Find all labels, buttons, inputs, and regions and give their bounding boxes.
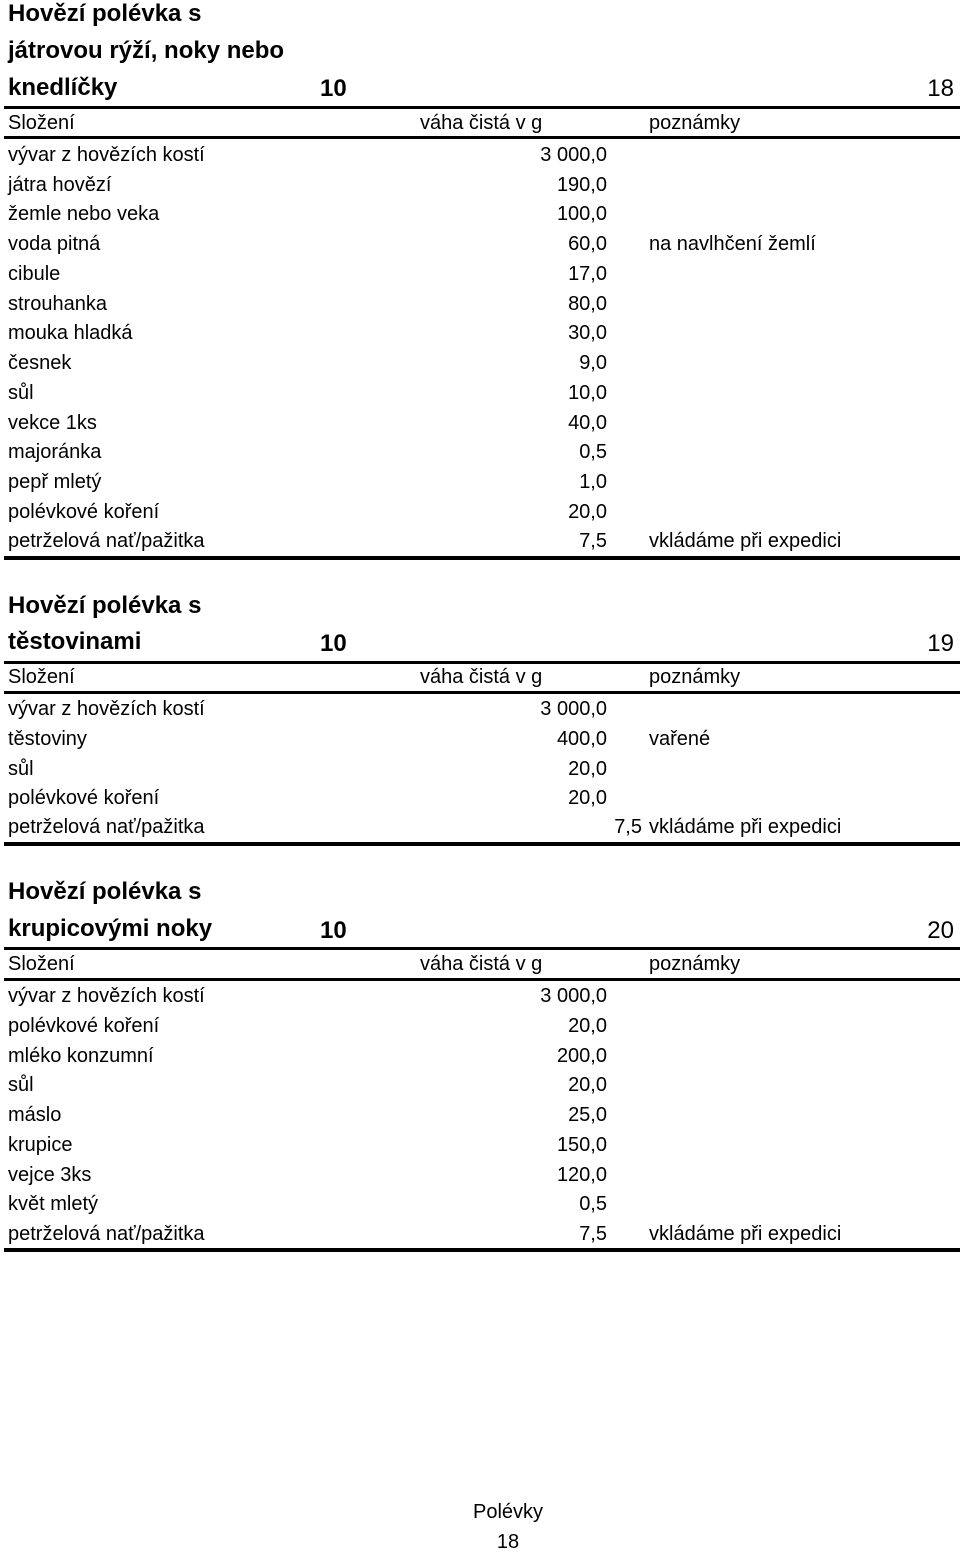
recipe-title-line: krupicovými noky — [8, 915, 213, 942]
ingredient-weight: 20,0 — [568, 1074, 607, 1096]
ingredient-name: sůl — [8, 758, 34, 780]
ingredient-row — [0, 694, 960, 724]
ingredient-row — [0, 812, 960, 842]
header-slozeni: Složení — [8, 953, 75, 975]
column-header-row — [0, 108, 960, 138]
recipe-number: 18 — [927, 75, 954, 102]
ingredient-name: vejce 3ks — [8, 1164, 92, 1186]
ingredient-weight: 7,5 — [579, 530, 607, 552]
ingredient-weight: 17,0 — [568, 263, 607, 285]
ingredient-row — [0, 318, 960, 348]
recipe-title-line: játrovou rýží, noky nebo — [8, 37, 285, 64]
ingredient-row — [0, 408, 960, 438]
recipe-title-line: těstovinami — [8, 628, 142, 655]
page-number: 18 — [496, 1531, 520, 1553]
ingredient-name: mléko konzumní — [8, 1045, 154, 1067]
ingredient-row — [0, 229, 960, 259]
recipe-title-line: Hovězí polévka s — [8, 878, 202, 905]
ingredient-name: sůl — [8, 382, 34, 404]
header-poznamky: poznámky — [649, 112, 741, 134]
ingredient-row — [0, 497, 960, 527]
header-poznamky: poznámky — [649, 953, 741, 975]
ingredient-row — [0, 1070, 960, 1100]
ingredient-name: květ mletý — [8, 1193, 99, 1215]
ingredient-row — [0, 981, 960, 1011]
recipe-title-line: knedlíčky — [8, 74, 118, 101]
ingredient-weight: 120,0 — [556, 1164, 607, 1186]
ingredient-weight: 200,0 — [556, 1045, 607, 1067]
ingredient-name: pepř mletý — [8, 471, 102, 493]
ingredient-name: krupice — [8, 1134, 73, 1156]
ingredient-row — [0, 348, 960, 378]
ingredient-name: sůl — [8, 1074, 34, 1096]
ingredient-note: vkládáme při expedici — [649, 530, 842, 552]
ingredient-weight: 0,5 — [579, 1193, 607, 1215]
ingredient-weight: 3 000,0 — [540, 698, 607, 720]
portion-count: 10 — [320, 75, 347, 102]
ingredient-name: polévkové koření — [8, 787, 160, 809]
recipe-title-line: Hovězí polévka s — [8, 0, 202, 27]
ingredient-row — [0, 259, 960, 289]
ingredient-weight: 150,0 — [556, 1134, 607, 1156]
ingredient-row — [0, 724, 960, 754]
ingredient-name: petrželová nať/pažitka — [8, 530, 205, 552]
ingredient-row — [0, 437, 960, 467]
ingredient-weight: 20,0 — [568, 758, 607, 780]
header-vaha: váha čistá v g — [420, 112, 543, 134]
ingredient-name: voda pitná — [8, 233, 101, 255]
ingredient-weight: 20,0 — [568, 1015, 607, 1037]
ingredient-name: polévkové koření — [8, 1015, 160, 1037]
section-divider — [4, 556, 960, 560]
ingredient-weight: 25,0 — [568, 1104, 607, 1126]
ingredient-note: vkládáme při expedici — [649, 816, 842, 838]
ingredient-weight: 20,0 — [568, 501, 607, 523]
ingredient-weight: 60,0 — [568, 233, 607, 255]
portion-count: 10 — [320, 917, 347, 944]
ingredient-weight: 100,0 — [556, 203, 607, 225]
ingredient-row — [0, 289, 960, 319]
ingredient-weight: 3 000,0 — [540, 144, 607, 166]
ingredient-name: petrželová nať/pažitka — [8, 1223, 205, 1245]
ingredient-row — [0, 170, 960, 200]
section-divider — [4, 1248, 960, 1252]
ingredient-name: vývar z hovězích kostí — [8, 985, 205, 1007]
page-footer — [0, 1497, 960, 1557]
ingredient-weight: 40,0 — [568, 412, 607, 434]
recipe-title-line: Hovězí polévka s — [8, 592, 202, 619]
ingredient-weight: 30,0 — [568, 322, 607, 344]
ingredient-weight: 0,5 — [579, 441, 607, 463]
ingredient-name: vývar z hovězích kostí — [8, 144, 205, 166]
header-vaha: váha čistá v g — [420, 666, 543, 688]
ingredient-row — [0, 1011, 960, 1041]
column-header-row — [0, 662, 960, 692]
ingredient-note: vařené — [649, 728, 711, 750]
ingredient-row — [0, 467, 960, 497]
ingredient-weight: 400,0 — [556, 728, 607, 750]
ingredient-name: majoránka — [8, 441, 102, 463]
ingredient-row — [0, 1041, 960, 1071]
ingredient-row — [0, 140, 960, 170]
ingredient-name: těstoviny — [8, 728, 87, 750]
ingredient-name: máslo — [8, 1104, 62, 1126]
portion-count: 10 — [320, 630, 347, 657]
ingredient-row — [0, 1189, 960, 1219]
ingredient-name: česnek — [8, 352, 72, 374]
ingredient-row — [0, 199, 960, 229]
ingredient-name: žemle nebo veka — [8, 203, 160, 225]
header-poznamky: poznámky — [649, 666, 741, 688]
ingredient-note: vkládáme při expedici — [649, 1223, 842, 1245]
ingredient-name: strouhanka — [8, 293, 107, 315]
ingredient-name: játra hovězí — [8, 174, 112, 196]
recipe-number: 20 — [927, 917, 954, 944]
ingredient-row — [0, 783, 960, 813]
ingredient-weight: 10,0 — [568, 382, 607, 404]
ingredient-row — [0, 1219, 960, 1249]
header-divider — [4, 136, 960, 139]
ingredient-name: vekce 1ks — [8, 412, 97, 434]
ingredient-weight: 3 000,0 — [540, 985, 607, 1007]
ingredient-row — [0, 1130, 960, 1160]
ingredient-row — [0, 378, 960, 408]
ingredient-note: na navlhčení žemlí — [649, 233, 816, 255]
ingredient-name: cibule — [8, 263, 61, 285]
ingredient-row — [0, 526, 960, 556]
ingredient-weight: 7,5 — [614, 816, 642, 838]
ingredient-weight: 80,0 — [568, 293, 607, 315]
ingredient-weight: 7,5 — [579, 1223, 607, 1245]
ingredient-weight: 20,0 — [568, 787, 607, 809]
ingredient-row — [0, 1160, 960, 1190]
ingredient-weight: 9,0 — [579, 352, 607, 374]
ingredient-weight: 190,0 — [556, 174, 607, 196]
ingredient-name: polévkové koření — [8, 501, 160, 523]
recipe-number: 19 — [927, 630, 954, 657]
header-vaha: váha čistá v g — [420, 953, 543, 975]
header-slozeni: Složení — [8, 666, 75, 688]
header-slozeni: Složení — [8, 112, 75, 134]
ingredient-name: mouka hladká — [8, 322, 133, 344]
ingredient-weight: 1,0 — [579, 471, 607, 493]
ingredient-row — [0, 1100, 960, 1130]
column-header-row — [0, 949, 960, 979]
ingredient-name: petrželová nať/pažitka — [8, 816, 205, 838]
section-divider — [4, 842, 960, 846]
ingredient-row — [0, 754, 960, 784]
footer-section-name: Polévky — [472, 1501, 544, 1523]
ingredient-name: vývar z hovězích kostí — [8, 698, 205, 720]
